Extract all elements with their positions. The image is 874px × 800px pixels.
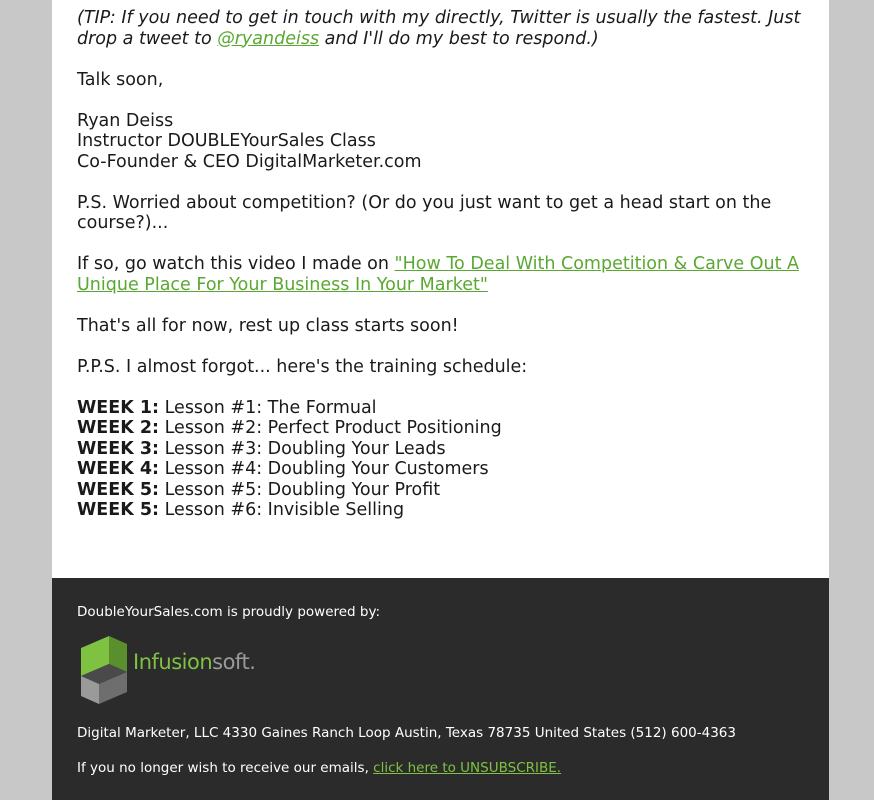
unsubscribe-line	[77, 760, 561, 777]
schedule-row	[77, 500, 817, 521]
schedule-row	[77, 480, 817, 501]
schedule-row	[77, 459, 817, 480]
schedule-lesson: Lesson #3: Doubling Your Leads	[159, 438, 446, 459]
signoff: Talk soon,	[77, 69, 164, 90]
schedule-lesson: Lesson #2: Perfect Product Positioning	[159, 418, 502, 438]
infusionsoft-mark-icon	[79, 634, 131, 706]
schedule-row	[77, 418, 817, 439]
schedule-week: WEEK 2:	[77, 418, 160, 438]
schedule-week: WEEK 5:	[77, 479, 160, 500]
ps-paragraph: P.S. Worried about competition? (Or do you just want to get a head start on the course?)...	[77, 192, 772, 233]
tip-text-after: and I'll do my best to respond.)	[319, 28, 599, 49]
company-address: Digital Marketer, LLC 4330 Gaines Ranch Loop Austin, Texas 78735 United States (512) 600-4363	[77, 725, 736, 741]
tip-paragraph	[77, 8, 817, 49]
powered-by-text: DoubleYourSales.com is proudly powered by:	[77, 604, 381, 620]
signature-title-2: Co-Founder & CEO DigitalMarketer.com	[77, 151, 422, 172]
signature-title-1: Instructor DOUBLEYourSales Class	[77, 131, 376, 151]
unsubscribe-link[interactable]: click here to UNSUBSCRIBE.	[373, 760, 562, 776]
signature	[77, 111, 817, 173]
training-schedule	[77, 398, 817, 521]
email-content	[77, 8, 817, 521]
infusionsoft-logo	[79, 634, 279, 706]
schedule-lesson: Lesson #1: The Formual	[159, 397, 377, 418]
twitter-handle-link[interactable]: @ryandeiss	[217, 28, 320, 49]
schedule-lesson: Lesson #6: Invisible Selling	[159, 500, 405, 520]
video-link[interactable]: "How To Deal With Competition & Carve Out A Unique Place For Your Business In Your Market"	[77, 254, 799, 295]
unsubscribe-prefix: If you no longer wish to receive our emails,	[77, 760, 374, 776]
schedule-week: WEEK 1:	[77, 397, 160, 418]
infusionsoft-wordmark	[133, 650, 256, 674]
logo-text-part1: Infusion	[133, 650, 213, 674]
schedule-week: WEEK 3:	[77, 438, 160, 459]
signature-name: Ryan Deiss	[77, 110, 174, 131]
schedule-week: WEEK 5:	[77, 500, 160, 520]
schedule-row	[77, 398, 817, 419]
tip-text-before: (TIP: If you need to get in touch with my directly, Twitter is usually the fastest. Just drop a tweet to	[77, 8, 801, 49]
schedule-lesson: Lesson #4: Doubling Your Customers	[159, 459, 489, 479]
email-footer	[52, 578, 829, 800]
pps-paragraph: P.P.S. I almost forgot... here's the training schedule:	[77, 356, 528, 377]
closing-paragraph: That's all for now, rest up class starts soon!	[77, 315, 459, 336]
video-paragraph	[77, 254, 817, 295]
schedule-lesson: Lesson #5: Doubling Your Profit	[159, 479, 441, 500]
video-text: If so, go watch this video I made on	[77, 254, 395, 274]
logo-text-part2: soft.	[212, 650, 256, 674]
email-body	[52, 0, 829, 800]
schedule-row	[77, 439, 817, 460]
schedule-week: WEEK 4:	[77, 459, 160, 479]
